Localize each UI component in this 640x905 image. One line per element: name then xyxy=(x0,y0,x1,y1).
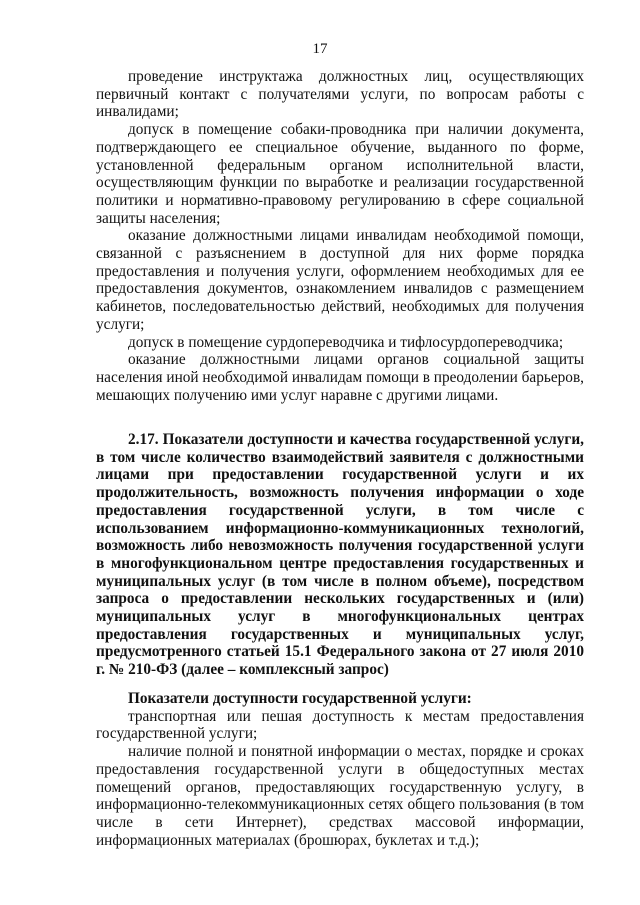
section-2-17 xyxy=(96,431,584,679)
section-heading: 2.17. Показатели доступности и качества государственной услуги, в том числе количество взаимодействий заявителя с должностными лицами при предоставлении государственной услуги и их продолжительность, возможность получения информации о ходе предоставления государственной услуги, в том числе с использованием информационно-коммуникационных технологий, возможность либо невозможность получения государственной услуги в многофункциональном центре предоставления государственных и муниципальных услуг (в том числе в полном объеме), посредством запроса о предоставлении нескольких государственных и (или) муниципальных услуг в многофункциональных центрах предоставления государственных и муниципальных услуг, предусмотренного статьей 15.1 Федерального закона от 27 июля 2010 г. № 210-ФЗ (далее – комплексный запрос) xyxy=(96,431,584,679)
paragraph-transport: транспортная или пешая доступность к местам предоставления государственной услуги; xyxy=(96,707,584,743)
accessibility-indicators xyxy=(96,690,584,849)
paragraph-other-help: оказание должностными лицами органов социальной защиты населения иной необходимой инвалидам помощи в преодолении барьеров, мешающих получению ими услуг наравне с другими лицами. xyxy=(96,351,584,404)
paragraph-assistance: оказание должностными лицами инвалидам необходимой помощи, связанной с разъяснением в доступной для них форме порядка предоставления и получения услуги, оформлением необходимых для ее предоставления документов, ознакомлением инвалидов с размещением кабинетов, последовательностью действий, необходимых для получения услуги; xyxy=(96,227,584,333)
paragraph-sign-interpreter: допуск в помещение сурдопереводчика и тифлосурдопереводчика; xyxy=(128,333,564,351)
paragraph-guide-dog: допуск в помещение собаки-проводника при наличии документа, подтверждающего ее специальное обучение, выданного по форме, установленной федеральным органом исполнительной власти, осуществляющим функции по выработке и реализации государственной политики и нормативно-правовому регулированию в сфере социальной защиты населения; xyxy=(96,121,584,227)
paragraph-instruction: проведение инструктажа должностных лиц, осуществляющих первичный контакт с получателями услуги, по вопросам работы с инвалидами; xyxy=(96,68,584,121)
page-number: 17 xyxy=(312,41,328,57)
top-paragraphs xyxy=(96,68,584,404)
paragraph-information: наличие полной и понятной информации о местах, порядке и сроках предоставления государственной услуги в общедоступных местах помещений органов, предоставляющих государственную услугу, в информационно-телекоммуникационных сетях общего пользования (в том числе в сети Интернет), средствах массовой информации, информационных материалах (брошюрах, буклетах и т.д.); xyxy=(96,743,584,849)
subheading: Показатели доступности государственной услуги: xyxy=(128,690,472,707)
